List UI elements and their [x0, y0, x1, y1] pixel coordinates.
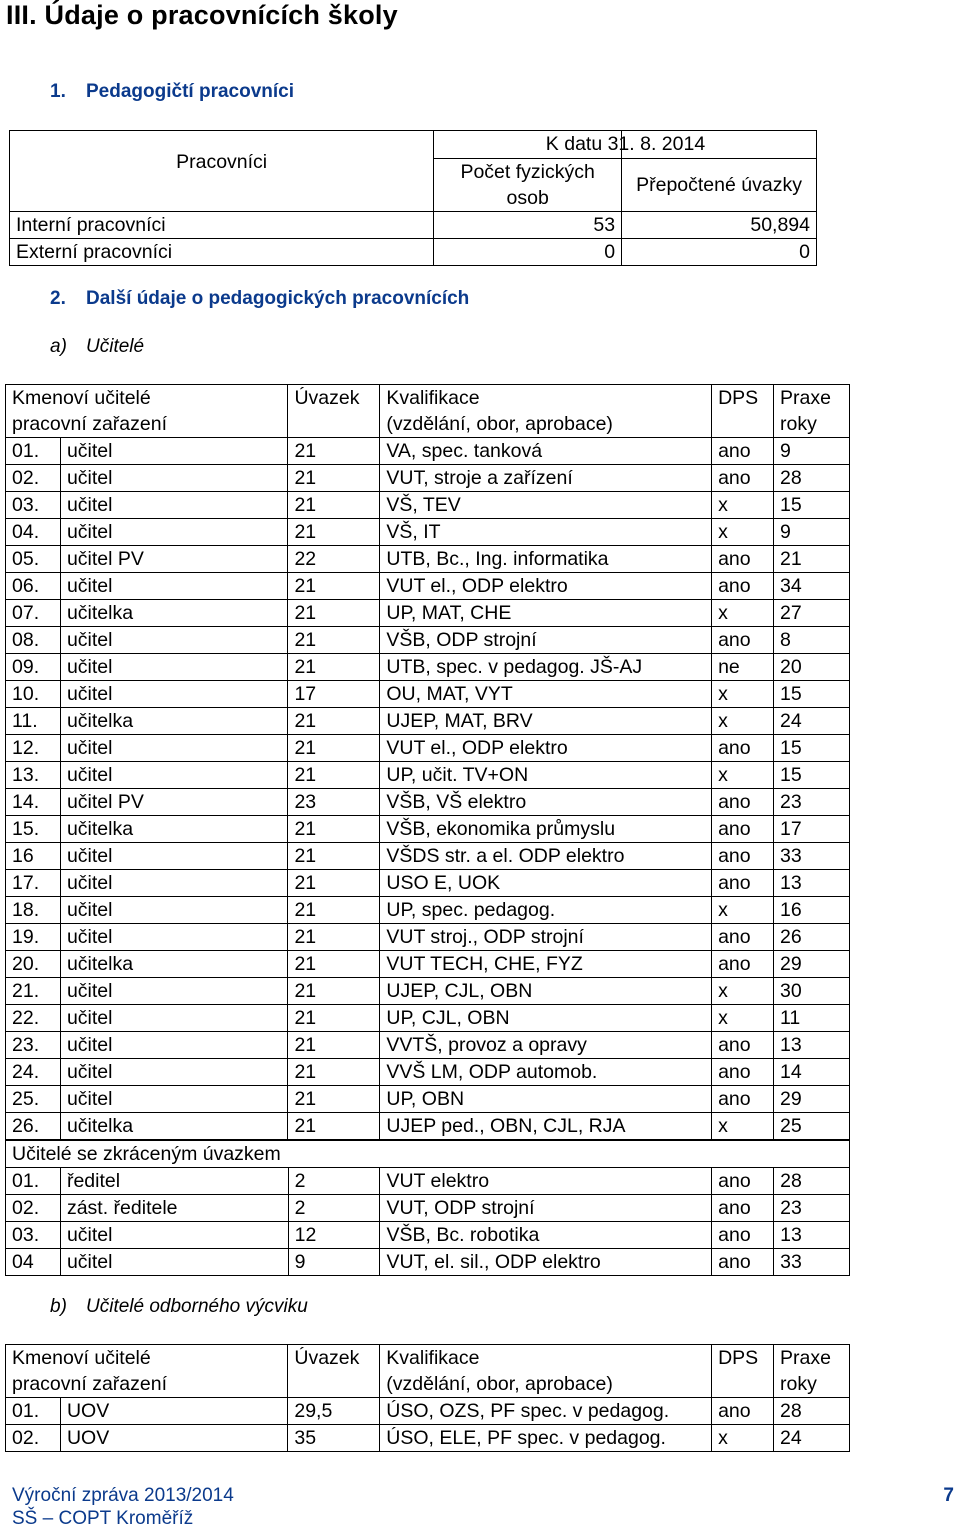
row-workload: 21: [288, 870, 380, 897]
row-dps: ano: [712, 924, 774, 951]
row-number: 03.: [6, 1222, 61, 1249]
row-qualification: UJEP ped., OBN, CJL, RJA: [380, 1113, 712, 1140]
row-dps: x: [712, 492, 774, 519]
row-number: 17.: [6, 870, 61, 897]
row-workload: 21: [288, 573, 380, 600]
row-position: učitel PV: [60, 789, 288, 816]
row-number: 07.: [6, 600, 61, 627]
row-number: 23.: [6, 1032, 61, 1059]
row-position: učitel: [60, 573, 288, 600]
row-number: 19.: [6, 924, 61, 951]
footer-page-number: 7: [943, 1485, 954, 1506]
section-2-number: 2.: [50, 288, 66, 309]
row-practice: 21: [774, 546, 850, 573]
row-position: učitel: [60, 465, 288, 492]
header-fte-label: Přepočtené úvazky: [636, 174, 802, 196]
row-position: učitelka: [60, 951, 288, 978]
row-number: 20.: [6, 951, 61, 978]
row-practice: 9: [774, 438, 850, 465]
row-workload: 29,5: [288, 1398, 380, 1425]
row-qualification: UTB, Bc., Ing. informatika: [380, 546, 712, 573]
section-2-title: Další údaje o pedagogických pracovnících: [86, 288, 470, 309]
row-workload: 17: [288, 681, 380, 708]
teacher-row: [6, 843, 850, 870]
header-workers: Pracovníci: [10, 131, 434, 212]
row-number: 12.: [6, 735, 61, 762]
row-number: 04.: [6, 519, 61, 546]
row-number: 02.: [6, 1425, 61, 1452]
row-fte: 50,894: [622, 212, 817, 239]
row-practice: 9: [774, 519, 850, 546]
teacher-row: [6, 870, 850, 897]
row-qualification: VŠB, ODP strojní: [380, 627, 712, 654]
row-practice: 8: [774, 627, 850, 654]
row-workload: 12: [288, 1222, 380, 1249]
row-workload: 9: [288, 1249, 380, 1276]
row-number: 15.: [6, 816, 61, 843]
row-workload: 21: [288, 978, 380, 1005]
row-position: učitel: [60, 1059, 288, 1086]
row-qualification: VUT, el. sil., ODP elektro: [380, 1249, 712, 1276]
row-workload: 21: [288, 654, 380, 681]
subsection-a-number: a): [50, 336, 67, 357]
row-number: 08.: [6, 627, 61, 654]
row-number: 01.: [6, 438, 61, 465]
row-position: učitel: [60, 492, 288, 519]
teachers-header-row: [6, 385, 850, 438]
row-dps: x: [712, 1425, 774, 1452]
row-qualification: UP, MAT, CHE: [380, 600, 712, 627]
row-dps: x: [712, 978, 774, 1005]
row-dps: ano: [712, 1032, 774, 1059]
section-1-heading: [50, 81, 294, 103]
row-position: učitel: [60, 870, 288, 897]
header-practice-line1: Praxe: [780, 387, 831, 409]
row-dps: x: [712, 681, 774, 708]
row-label: Externí pracovníci: [10, 239, 434, 266]
row-number: 11.: [6, 708, 61, 735]
header-qualification: [380, 385, 712, 438]
page-title: III. Údaje o pracovnících školy: [6, 0, 398, 30]
row-workload: 21: [288, 465, 380, 492]
row-practice: 27: [774, 600, 850, 627]
row-position: učitelka: [60, 600, 288, 627]
row-position: ředitel: [60, 1168, 288, 1195]
row-qualification: UP, spec. pedagog.: [380, 897, 712, 924]
row-workload: 21: [288, 924, 380, 951]
vocational-row: [6, 1398, 850, 1425]
teacher-row: [6, 762, 850, 789]
row-workload: 21: [288, 843, 380, 870]
header-practice-line2: roky: [780, 1373, 817, 1395]
row-workload: 23: [288, 789, 380, 816]
row-practice: 14: [774, 1059, 850, 1086]
row-position: učitel: [60, 438, 288, 465]
teachers-table: [5, 384, 850, 1140]
header-position-line1: Kmenoví učitelé: [12, 387, 151, 409]
row-practice: 13: [774, 1032, 850, 1059]
row-dps: ano: [712, 1059, 774, 1086]
row-number: 01.: [6, 1398, 61, 1425]
teacher-row: [6, 573, 850, 600]
row-qualification: VŠB, Bc. robotika: [380, 1222, 712, 1249]
header-workload: Úvazek: [288, 1345, 380, 1398]
row-number: 01.: [6, 1168, 61, 1195]
row-dps: x: [712, 600, 774, 627]
header-practice-line1: Praxe: [780, 1347, 831, 1369]
teacher-row: [6, 627, 850, 654]
row-workload: 35: [288, 1425, 380, 1452]
row-position: učitel: [60, 681, 288, 708]
row-qualification: UP, CJL, OBN: [380, 1005, 712, 1032]
row-number: 14.: [6, 789, 61, 816]
row-number: 24.: [6, 1059, 61, 1086]
row-qualification: VŠ, TEV: [380, 492, 712, 519]
row-workload: 22: [288, 546, 380, 573]
row-dps: ano: [712, 1398, 774, 1425]
row-dps: ano: [712, 1222, 774, 1249]
row-workload: 21: [288, 1059, 380, 1086]
date-header: K datu 31. 8. 2014: [434, 130, 817, 159]
row-qualification: VUT elektro: [380, 1168, 712, 1195]
row-qualification: VUT el., ODP elektro: [380, 735, 712, 762]
row-workload: 21: [288, 951, 380, 978]
header-position-line2: pracovní zařazení: [12, 413, 168, 435]
row-number: 16: [6, 843, 61, 870]
row-workload: 21: [288, 708, 380, 735]
row-qualification: ÚSO, OZS, PF spec. v pedagog.: [380, 1398, 712, 1425]
row-position: učitel: [60, 762, 288, 789]
row-practice: 23: [774, 789, 850, 816]
row-workload: 21: [288, 519, 380, 546]
parttime-table: [5, 1140, 850, 1276]
row-dps: ano: [712, 843, 774, 870]
row-workload: 21: [288, 1086, 380, 1113]
row-number: 03.: [6, 492, 61, 519]
row-position: učitel: [60, 654, 288, 681]
row-position: učitelka: [60, 816, 288, 843]
row-workload: 21: [288, 438, 380, 465]
row-number: 25.: [6, 1086, 61, 1113]
header-position: [6, 385, 288, 438]
row-qualification: VUT, stroje a zařízení: [380, 465, 712, 492]
row-qualification: VŠDS str. a el. ODP elektro: [380, 843, 712, 870]
row-practice: 23: [774, 1195, 850, 1222]
row-practice: 28: [774, 1398, 850, 1425]
row-practice: 29: [774, 951, 850, 978]
row-number: 04: [6, 1249, 61, 1276]
header-dps: DPS: [712, 1345, 774, 1398]
row-persons: 0: [434, 239, 622, 266]
row-workload: 21: [288, 897, 380, 924]
row-position: učitel: [60, 1032, 288, 1059]
vocational-header-row: [6, 1345, 850, 1398]
row-dps: ano: [712, 735, 774, 762]
subsection-b-heading: [50, 1296, 308, 1318]
header-persons-line1: Počet fyzických: [460, 161, 595, 183]
teacher-row: [6, 897, 850, 924]
row-dps: ano: [712, 465, 774, 492]
row-number: 05.: [6, 546, 61, 573]
header-qualification-line2: (vzdělání, obor, aprobace): [386, 413, 613, 435]
teacher-row: [6, 681, 850, 708]
row-position: UOV: [60, 1398, 287, 1425]
teacher-row: [6, 546, 850, 573]
row-workload: 21: [288, 492, 380, 519]
row-dps: ne: [712, 654, 774, 681]
row-dps: x: [712, 519, 774, 546]
parttime-row: [6, 1222, 850, 1249]
row-workload: 21: [288, 1113, 380, 1140]
row-position: učitel: [60, 1222, 288, 1249]
table-row: [10, 239, 817, 266]
row-number: 13.: [6, 762, 61, 789]
row-position: učitel: [60, 843, 288, 870]
row-practice: 33: [774, 1249, 850, 1276]
row-workload: 21: [288, 735, 380, 762]
row-qualification: ÚSO, ELE, PF spec. v pedagog.: [380, 1425, 712, 1452]
header-dps: DPS: [712, 385, 774, 438]
row-practice: 33: [774, 843, 850, 870]
section-1-number: 1.: [50, 81, 66, 102]
parttime-row: [6, 1168, 850, 1195]
row-position: zást. ředitele: [60, 1195, 288, 1222]
row-practice: 28: [774, 465, 850, 492]
row-qualification: VVŠ LM, ODP automob.: [380, 1059, 712, 1086]
subsection-a-title: Učitelé: [86, 336, 145, 357]
subsection-b-number: b): [50, 1296, 67, 1317]
row-qualification: VUT, ODP strojní: [380, 1195, 712, 1222]
row-dps: x: [712, 708, 774, 735]
row-number: 02.: [6, 1195, 61, 1222]
teacher-row: [6, 519, 850, 546]
row-dps: ano: [712, 573, 774, 600]
row-dps: ano: [712, 1086, 774, 1113]
header-practice-line2: roky: [780, 413, 817, 435]
row-number: 02.: [6, 465, 61, 492]
row-practice: 29: [774, 1086, 850, 1113]
row-practice: 34: [774, 573, 850, 600]
row-position: učitel PV: [60, 546, 288, 573]
row-practice: 15: [774, 735, 850, 762]
parttime-title-row: [6, 1141, 850, 1168]
parttime-row: [6, 1249, 850, 1276]
row-position: UOV: [60, 1425, 287, 1452]
row-position: učitel: [60, 978, 288, 1005]
row-practice: 20: [774, 654, 850, 681]
row-position: učitel: [60, 735, 288, 762]
teacher-row: [6, 978, 850, 1005]
row-practice: 16: [774, 897, 850, 924]
row-number: 21.: [6, 978, 61, 1005]
teacher-row: [6, 708, 850, 735]
row-practice: 11: [774, 1005, 850, 1032]
header-position-line1: Kmenoví učitelé: [12, 1347, 151, 1369]
row-fte: 0: [622, 239, 817, 266]
row-qualification: UP, OBN: [380, 1086, 712, 1113]
header-persons-line2: osob: [506, 187, 549, 209]
row-position: učitelka: [60, 1113, 288, 1140]
row-workload: 2: [288, 1168, 380, 1195]
header-qualification-line1: Kvalifikace: [386, 1347, 480, 1369]
row-position: učitel: [60, 1249, 288, 1276]
row-qualification: VŠ, IT: [380, 519, 712, 546]
row-number: 22.: [6, 1005, 61, 1032]
row-workload: 21: [288, 627, 380, 654]
row-position: učitel: [60, 1086, 288, 1113]
row-dps: ano: [712, 789, 774, 816]
row-practice: 28: [774, 1168, 850, 1195]
row-workload: 21: [288, 1005, 380, 1032]
row-qualification: UJEP, CJL, OBN: [380, 978, 712, 1005]
row-workload: 21: [288, 1032, 380, 1059]
row-workload: 21: [288, 600, 380, 627]
row-dps: ano: [712, 951, 774, 978]
row-number: 09.: [6, 654, 61, 681]
row-qualification: VVTŠ, provoz a opravy: [380, 1032, 712, 1059]
parttime-row: [6, 1195, 850, 1222]
row-dps: ano: [712, 1195, 774, 1222]
row-dps: ano: [712, 1249, 774, 1276]
row-number: 18.: [6, 897, 61, 924]
row-dps: x: [712, 1005, 774, 1032]
footer-school-name: SŠ – COPT Kroměříž: [12, 1508, 194, 1529]
row-qualification: VUT stroj., ODP strojní: [380, 924, 712, 951]
row-practice: 13: [774, 870, 850, 897]
teacher-row: [6, 492, 850, 519]
row-qualification: OU, MAT, VYT: [380, 681, 712, 708]
row-dps: ano: [712, 1168, 774, 1195]
teacher-row: [6, 924, 850, 951]
parttime-title: Učitelé se zkráceným úvazkem: [6, 1141, 850, 1168]
header-qualification: [380, 1345, 712, 1398]
row-persons: 53: [434, 212, 622, 239]
row-number: 06.: [6, 573, 61, 600]
row-position: učitel: [60, 897, 288, 924]
row-workload: 21: [288, 816, 380, 843]
row-position: učitel: [60, 1005, 288, 1032]
section-2-heading: [50, 288, 469, 310]
teacher-row: [6, 735, 850, 762]
vocational-row: [6, 1425, 850, 1452]
teacher-row: [6, 654, 850, 681]
header-qualification-line2: (vzdělání, obor, aprobace): [386, 1373, 613, 1395]
row-workload: 21: [288, 762, 380, 789]
teacher-row: [6, 816, 850, 843]
row-dps: x: [712, 897, 774, 924]
row-practice: 24: [774, 708, 850, 735]
teacher-row: [6, 1005, 850, 1032]
subsection-a-heading: [50, 336, 144, 358]
row-dps: ano: [712, 627, 774, 654]
row-qualification: USO E, UOK: [380, 870, 712, 897]
header-position: [6, 1345, 288, 1398]
row-position: učitel: [60, 924, 288, 951]
row-workload: 2: [288, 1195, 380, 1222]
row-number: 10.: [6, 681, 61, 708]
row-practice: 25: [774, 1113, 850, 1140]
row-dps: ano: [712, 438, 774, 465]
teacher-row: [6, 1086, 850, 1113]
vocational-table: [5, 1344, 850, 1452]
row-dps: x: [712, 762, 774, 789]
row-qualification: VUT TECH, CHE, FYZ: [380, 951, 712, 978]
row-position: učitelka: [60, 708, 288, 735]
teacher-row: [6, 1032, 850, 1059]
row-practice: 17: [774, 816, 850, 843]
row-qualification: VUT el., ODP elektro: [380, 573, 712, 600]
row-dps: x: [712, 1113, 774, 1140]
row-dps: ano: [712, 546, 774, 573]
header-qualification-line1: Kvalifikace: [386, 387, 480, 409]
row-position: učitel: [60, 627, 288, 654]
subsection-b-title: Učitelé odborného výcviku: [86, 1296, 308, 1317]
teacher-row: [6, 1113, 850, 1140]
row-practice: 15: [774, 762, 850, 789]
row-practice: 24: [774, 1425, 850, 1452]
row-qualification: UTB, spec. v pedagog. JŠ-AJ: [380, 654, 712, 681]
row-qualification: VŠB, VŠ elektro: [380, 789, 712, 816]
row-position: učitel: [60, 519, 288, 546]
row-dps: ano: [712, 870, 774, 897]
footer-report-title: Výroční zpráva 2013/2014: [12, 1485, 234, 1506]
row-practice: 15: [774, 681, 850, 708]
teacher-row: [6, 438, 850, 465]
section-1-title: Pedagogičtí pracovníci: [86, 81, 294, 102]
teacher-row: [6, 600, 850, 627]
header-position-line2: pracovní zařazení: [12, 1373, 168, 1395]
row-dps: ano: [712, 816, 774, 843]
row-label: Interní pracovníci: [10, 212, 434, 239]
row-number: 26.: [6, 1113, 61, 1140]
table-row: [10, 212, 817, 239]
teacher-row: [6, 1059, 850, 1086]
header-practice: [774, 1345, 850, 1398]
row-practice: 30: [774, 978, 850, 1005]
header-practice: [774, 385, 850, 438]
header-workload: Úvazek: [288, 385, 380, 438]
teacher-row: [6, 789, 850, 816]
row-qualification: VŠB, ekonomika průmyslu: [380, 816, 712, 843]
teacher-row: [6, 465, 850, 492]
teacher-row: [6, 951, 850, 978]
row-qualification: VA, spec. tanková: [380, 438, 712, 465]
row-qualification: UJEP, MAT, BRV: [380, 708, 712, 735]
row-practice: 13: [774, 1222, 850, 1249]
row-practice: 26: [774, 924, 850, 951]
row-qualification: UP, učit. TV+ON: [380, 762, 712, 789]
row-practice: 15: [774, 492, 850, 519]
